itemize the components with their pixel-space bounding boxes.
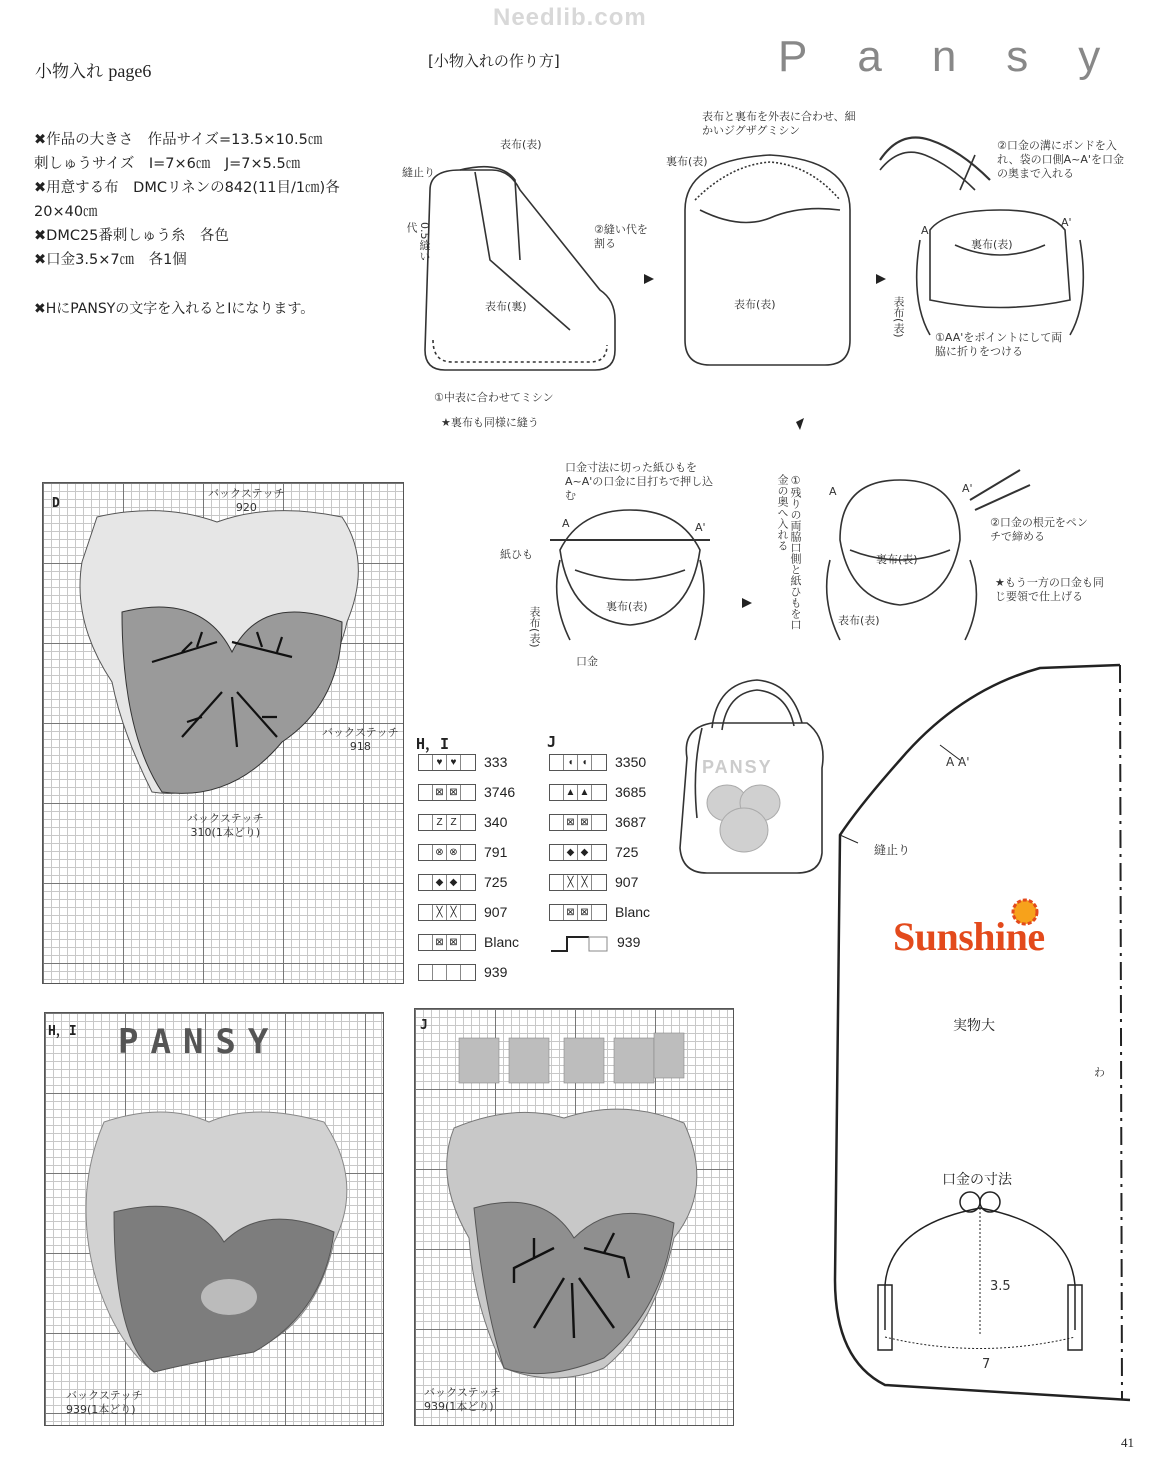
spec-frame: ✖口金3.5×7㎝ 各1個 (34, 252, 187, 268)
chart-hi-motif (44, 1012, 382, 1424)
page-number: 41 (1121, 1435, 1134, 1450)
legend-symbol: ◆ (447, 875, 461, 890)
legend-symbol: Z (433, 815, 447, 830)
legend-code: 907 (615, 874, 639, 890)
legend-code: 939 (484, 964, 508, 980)
bs-right-color: 918 (349, 740, 371, 753)
spec-size: ✖作品の大きさ 作品サイズ=13.5×10.5㎝ (34, 132, 323, 148)
s3-glue: ②口金の溝にボンドを入れ、袋の口側A~A'を口金の奥まで入れる (997, 139, 1124, 180)
legend-symbol: ◆ (564, 845, 578, 860)
s3-a: A (921, 224, 929, 237)
legend-symbol: ◆ (433, 875, 447, 890)
legend-hi-row (418, 837, 519, 867)
legend-j-row (549, 807, 650, 837)
legend-hi (418, 747, 519, 987)
s1-ura: 表布(裏) (485, 300, 527, 313)
s1-omote: 表布(表) (500, 138, 542, 151)
backstitch-sample (549, 935, 609, 952)
chart-j-motif (414, 1008, 732, 1424)
chart-j-bs (424, 1386, 501, 1414)
chart-d-bs-right (322, 726, 399, 754)
s5-a2: A' (962, 482, 973, 495)
s3-a2: A' (1061, 216, 1072, 229)
s2-lining: 裏布(表) (666, 155, 708, 168)
legend-symbol: ◆ (578, 845, 592, 860)
chart-hi-text: PANSY (118, 1022, 281, 1062)
s5-a: A (829, 485, 837, 498)
s4-cord: 口金寸法に切った紙ひもをA~A'の口金に目打ちで押し込む (565, 461, 714, 502)
chart-j-label: J (420, 1018, 428, 1033)
spec-note: ✖HにPANSYの文字を入れるとIになります。 (34, 301, 315, 317)
legend-j-row (549, 837, 650, 867)
legend-hi-row (418, 957, 519, 987)
legend-symbol: ⊠ (433, 935, 447, 950)
spec-list (34, 128, 340, 272)
legend-symbol: ⊠ (578, 815, 592, 830)
legend-code: 791 (484, 844, 508, 860)
legend-symbol: ⊗ (433, 845, 447, 860)
finished-bag (672, 668, 832, 888)
chart-d-label: D (52, 496, 60, 511)
bs-bottom-color: 310(1本どり) (190, 826, 261, 839)
legend-symbol: ╳ (447, 905, 461, 920)
legend-symbol: ▲ (564, 785, 578, 800)
s5-other: ★もう一方の口金も同じ要領で仕上げる (995, 576, 1104, 603)
frame-width: 7 (982, 1357, 991, 1372)
s3-outer: 表布(表) (892, 296, 905, 338)
chart-hi-label: H，I (48, 1024, 77, 1039)
legend-symbol: ♥ (433, 755, 447, 770)
spec-fabric: ✖用意する布 DMCリネンの842(11目/1㎝)各 (34, 180, 340, 196)
pattern-aa: A A' (946, 755, 970, 769)
bs-right-label: バックステッチ (322, 726, 399, 739)
legend-code: 3350 (615, 754, 647, 770)
legend-symbol: ⊠ (433, 785, 447, 800)
section-title-text: 小物入れ (35, 62, 103, 82)
legend-code: 333 (484, 754, 508, 770)
legend-code: 907 (484, 904, 508, 920)
legend-j-row (549, 747, 650, 777)
legend-symbol: ◖ (564, 755, 578, 770)
frame-height: 3.5 (990, 1279, 1011, 1294)
s3-lining: 裏布(表) (971, 238, 1013, 251)
s1-seam: 0.5縫い代 (405, 222, 431, 262)
chart-d-bs-bottom (187, 812, 264, 840)
legend-code: 725 (484, 874, 508, 890)
s5-pliers: ②口金の根元をペンチで締める (990, 516, 1088, 543)
pattern-fold: わ (1094, 1066, 1105, 1079)
chart-hi-bs-label: バックステッチ (66, 1389, 143, 1402)
section-title (35, 57, 151, 82)
legend-symbol: ⊠ (447, 935, 461, 950)
legend-hi-row (418, 747, 519, 777)
legend-hi-head: H，I (416, 735, 450, 753)
legend-symbol: ╳ (578, 875, 592, 890)
spec-fabric-size: 20×40㎝ (34, 204, 98, 220)
s4-outer: 表布(表) (528, 606, 541, 648)
legend-code: Blanc (615, 904, 651, 920)
legend-hi-row (418, 897, 519, 927)
legend-code: 3746 (484, 784, 516, 800)
s5-lining: 裏布(表) (876, 553, 918, 566)
s4-lining: 裏布(表) (606, 600, 648, 613)
legend-symbol: ♥ (447, 755, 461, 770)
bs-top-label: バックステッチ (208, 487, 285, 500)
section-page: page6 (108, 61, 152, 81)
legend-j (549, 747, 650, 957)
howto-title: [小物入れの作り方] (428, 52, 560, 70)
s4-a: A (562, 517, 570, 530)
legend-symbol: ⊠ (564, 815, 578, 830)
frame-title: 口金の寸法 (942, 1172, 1012, 1188)
legend-j-row (549, 867, 650, 897)
legend-symbol: ⊗ (447, 845, 461, 860)
legend-symbol: ⊠ (578, 905, 592, 920)
legend-hi-row (418, 927, 519, 957)
legend-symbol: ◖ (578, 755, 592, 770)
legend-code: 725 (615, 844, 639, 860)
s2-outer: 表布(表) (734, 298, 776, 311)
pattern-piece (810, 660, 1140, 1430)
legend-j-row (549, 777, 650, 807)
legend-code: 340 (484, 814, 508, 830)
bs-top-color: 920 (235, 501, 257, 514)
legend-hi-row (418, 807, 519, 837)
legend-symbol: Z (447, 815, 461, 830)
chart-j-bs-color: 939(1本どり) (424, 1400, 494, 1413)
pattern-actual-size: 実物大 (953, 1018, 995, 1034)
s1-split: ②縫い代を割る (594, 223, 648, 250)
legend-symbol: ╳ (564, 875, 578, 890)
chart-j-bs-label: バックステッチ (424, 1386, 501, 1399)
chart-hi-bs (66, 1389, 143, 1417)
s1-note: ★裏布も同様に縫う (441, 416, 539, 429)
legend-symbol: ⊠ (447, 785, 461, 800)
s5-outer: 表布(表) (838, 614, 880, 627)
s2-top: 表布と裏布を外表に合わせ、細かいジグザグミシン (702, 110, 856, 137)
legend-hi-row (418, 867, 519, 897)
chart-hi-bs-color: 939(1本どり) (66, 1403, 136, 1416)
pattern-nuidomari: 縫止り (874, 843, 911, 857)
legend-j-row (549, 897, 650, 927)
legend-hi-row (418, 777, 519, 807)
chart-d-bs-top (208, 487, 285, 515)
pansy-title: Pansy (778, 32, 1151, 81)
legend-symbol: ▲ (578, 785, 592, 800)
bs-bottom-label: バックステッチ (187, 812, 264, 825)
finished-bag-text: PANSY (702, 757, 773, 777)
legend-code: 3687 (615, 814, 647, 830)
sunshine-logo: Sunshine (893, 914, 1045, 959)
spec-thread: ✖DMC25番刺しゅう糸 各色 (34, 228, 229, 244)
s5-side: ①残りの両脇口側と紙ひもを口金の奥へ入れる (776, 474, 802, 630)
spec-embroidery-size: 刺しゅうサイズ I=7×6㎝ J=7×5.5㎝ (34, 156, 301, 172)
s1-nuidomari: 縫止り (402, 166, 435, 179)
legend-symbol: ⊠ (564, 905, 578, 920)
legend-code: 939 (617, 934, 641, 950)
s3-fold: ①AA'をポイントにして両脇に折りをつける (935, 331, 1063, 358)
s4-frame: 口金 (576, 655, 598, 668)
s1-machine: ①中表に合わせてミシン (434, 391, 554, 404)
legend-code: 3685 (615, 784, 647, 800)
watermark: Needlib.com (493, 4, 647, 31)
s4-a2: A' (695, 521, 706, 534)
s4-paper: 紙ひも (500, 548, 533, 561)
legend-j-head: J (547, 733, 557, 751)
legend-j-row (549, 927, 650, 957)
legend-symbol: ╳ (433, 905, 447, 920)
legend-code: Blanc (484, 934, 520, 950)
